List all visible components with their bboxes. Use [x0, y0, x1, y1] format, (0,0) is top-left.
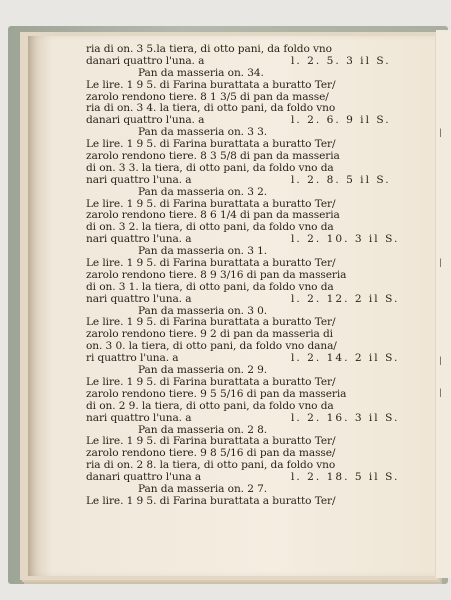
- price-value: l. 2. 18. 5 il S.: [291, 471, 400, 484]
- line-text: ria di on. 3 5.la tiera, di otto pani, da foldo vno: [86, 43, 332, 55]
- line-text: Pan da masseria on. 3 0.: [138, 304, 268, 317]
- price-value: l. 2. 12. 2 il S.: [291, 292, 400, 305]
- price-value: l. 2. 16. 3 il S.: [291, 411, 400, 424]
- line-text: Pan da masseria on. 2 8.: [138, 423, 268, 436]
- line-text: on. 3 0. la tiera, di otto pani, da foldo vno dana/: [86, 340, 337, 353]
- line-text: Le lire. 1 9 5. di Farina burattata a buratto Ter/: [86, 316, 336, 329]
- line-text: nari quattro l'una. a: [86, 411, 192, 424]
- line-text: danari quattro l'una. a: [86, 114, 205, 127]
- line-text: zarolo rendono tiere. 8 1 3/5 di pan da masse/: [86, 90, 329, 103]
- line-text: di on. 3 2. la tiera, di otto pani, da foldo vno da: [86, 221, 334, 234]
- line-text: Le lire. 1 9 5. di Farina burattata a buratto Ter/: [86, 494, 336, 507]
- price-value: l. 2. 10. 3 il S.: [291, 233, 400, 246]
- line-text: zarolo rendono tiere. 9 2 di pan da masseria di: [86, 328, 333, 341]
- text-line: [86, 496, 426, 508]
- line-text: Le lire. 1 9 5. di Farina burattata a buratto Ter/: [86, 78, 336, 91]
- line-text: Pan da masseria on. 2 7.: [138, 482, 268, 495]
- price-value: l. 2. 6. 9 il S.: [291, 114, 391, 127]
- line-text: zarolo rendono tiere. 9 5 5/16 di pan da masseria: [86, 387, 347, 400]
- line-text: zarolo rendono tiere. 8 6 1/4 di pan da masseria: [86, 209, 340, 222]
- line-text: danari quattro l'una. a: [86, 54, 205, 67]
- price-value: l. 2. 8. 5 il S.: [291, 173, 391, 186]
- line-text: zarolo rendono tiere. 9 8 5/16 di pan da masse/: [86, 447, 336, 460]
- line-text: Le lire. 1 9 5. di Farina burattata a buratto Ter/: [86, 138, 336, 151]
- facing-page-mark: |: [439, 128, 442, 137]
- facing-page-mark: |: [439, 258, 442, 267]
- price-value: l. 2. 14. 2 il S.: [291, 352, 400, 365]
- line-text: Pan da masseria on. 34.: [138, 66, 264, 79]
- line-text: Le lire. 1 9 5. di Farina burattata a buratto Ter/: [86, 435, 336, 448]
- line-text: zarolo rendono tiere. 8 3 5/8 di pan da masseria: [86, 150, 340, 163]
- line-text: Pan da masseria on. 3 1.: [138, 245, 268, 258]
- line-text: Pan da masseria on. 3 2.: [138, 185, 268, 198]
- facing-page-mark: |: [439, 356, 442, 365]
- line-text: ria di on. 3 4. la tiera, di otto pani, da foldo vno: [86, 102, 336, 115]
- line-text: di on. 3 3. la tiera, di otto pani, da foldo vno da: [86, 161, 334, 174]
- line-text: nari quattro l'una. a: [86, 233, 192, 246]
- line-text: Le lire. 1 9 5. di Farina burattata a buratto Ter/: [86, 375, 336, 388]
- line-text: ri quattro l'una. a: [86, 352, 179, 365]
- facing-page-edge: [436, 30, 451, 578]
- price-value: l. 2. 5. 3 il S.: [291, 54, 391, 67]
- line-text: nari quattro l'una. a: [86, 292, 192, 305]
- line-text: Pan da masseria on. 3 3.: [138, 126, 268, 139]
- line-text: zarolo rendono tiere. 8 9 3/16 di pan da masseria: [86, 268, 347, 281]
- page-text: [86, 44, 426, 508]
- line-text: di on. 2 9. la tiera, di otto pani, da foldo vno da: [86, 399, 334, 412]
- line-text: danari quattro l'una a: [86, 471, 202, 484]
- line-text: Le lire. 1 9 5. di Farina burattata a buratto Ter/: [86, 197, 336, 210]
- line-text: Pan da masseria on. 2 9.: [138, 364, 268, 377]
- line-text: nari quattro l'una. a: [86, 173, 192, 186]
- line-text: ria di on. 2 8. la tiera, di otto pani, da foldo vno: [86, 459, 336, 472]
- line-text: di on. 3 1. la tiera, di otto pani, da foldo vno da: [86, 280, 334, 293]
- line-text: Le lire. 1 9 5. di Farina burattata a buratto Ter/: [86, 257, 336, 270]
- facing-page-mark: |: [439, 388, 442, 397]
